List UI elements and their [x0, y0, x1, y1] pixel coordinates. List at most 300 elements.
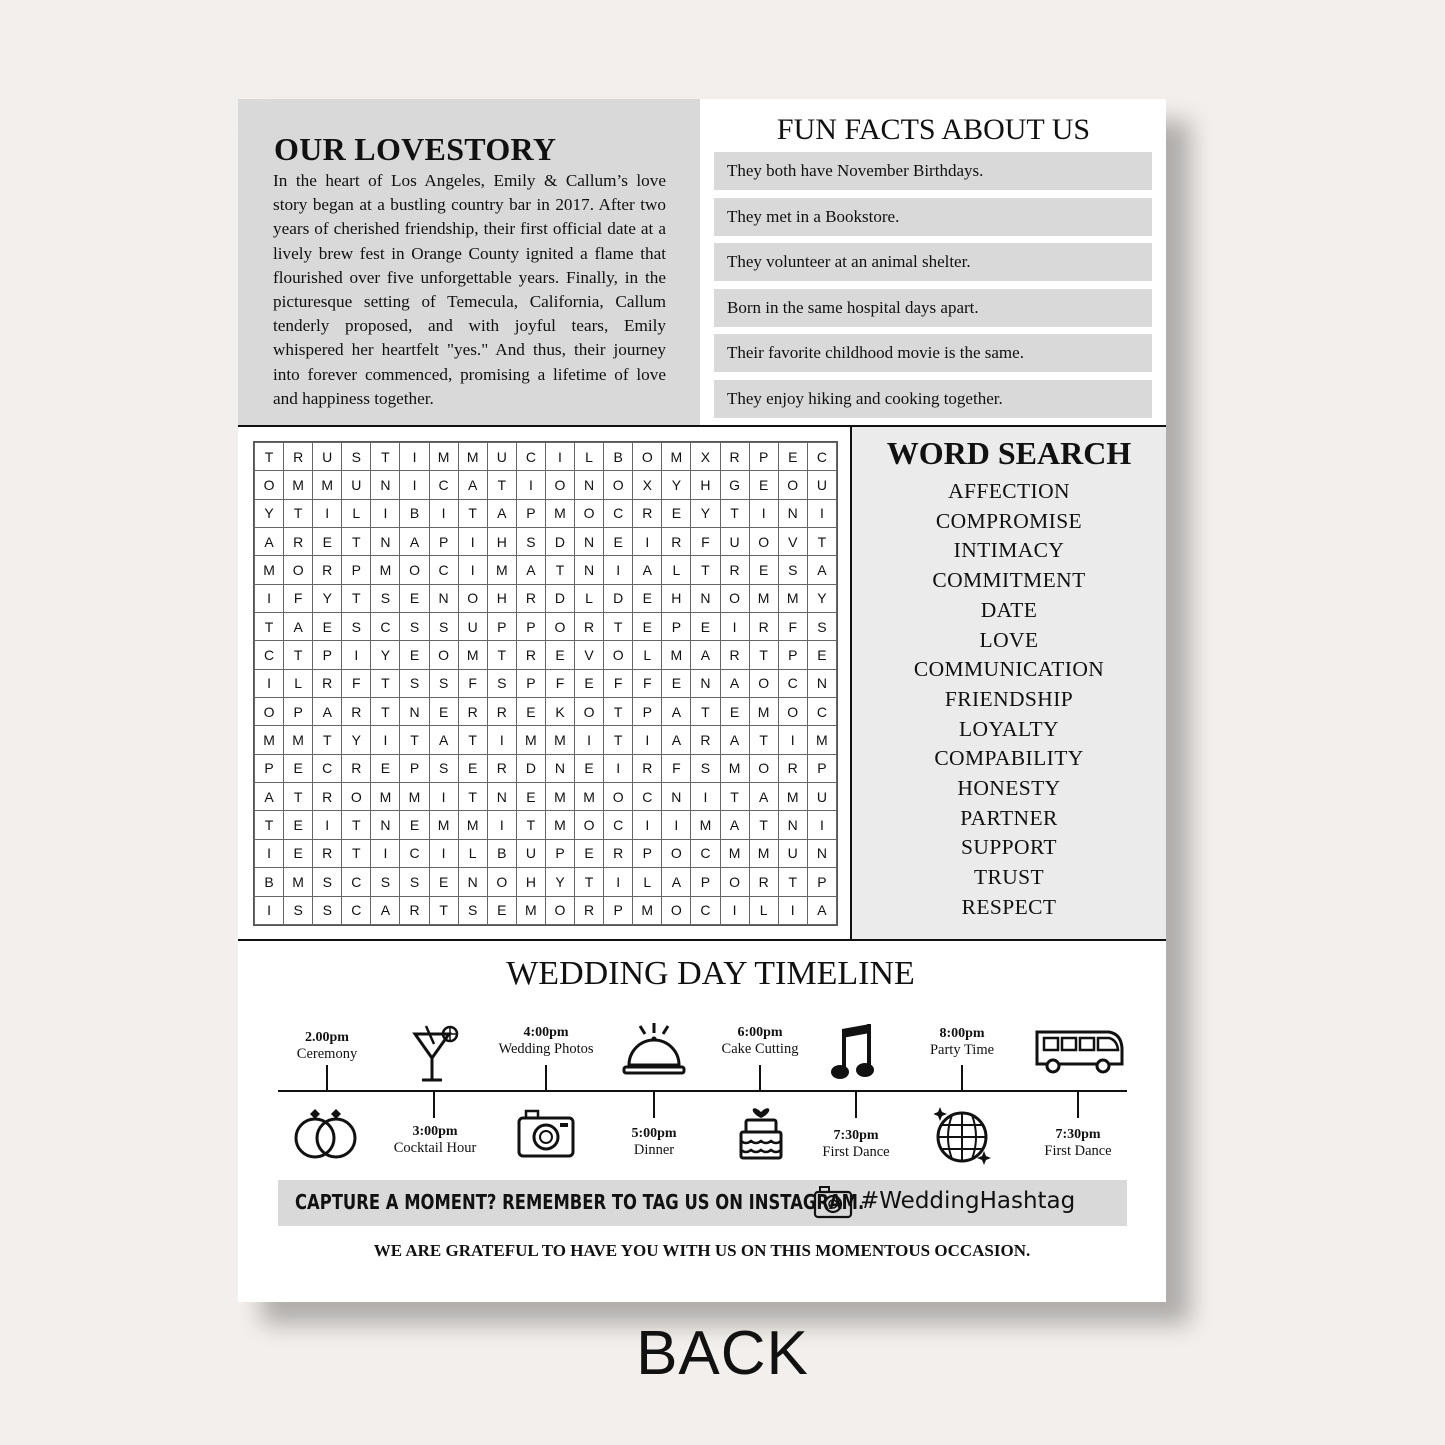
love-story-title: OUR LOVESTORY	[274, 131, 557, 167]
grid-letter: U	[516, 839, 545, 867]
grid-letter: P	[545, 839, 574, 867]
grid-letter: T	[342, 584, 371, 612]
grid-letter: R	[487, 698, 516, 726]
grid-letter: O	[342, 783, 371, 811]
grid-letter: I	[255, 584, 284, 612]
grid-letter: E	[516, 698, 545, 726]
grid-letter: I	[720, 613, 749, 641]
word-list-item: INTIMACY	[953, 538, 1065, 563]
grid-letter: E	[633, 584, 662, 612]
grid-letter: R	[313, 839, 342, 867]
grid-letter: D	[604, 584, 633, 612]
grid-row	[255, 499, 837, 527]
grid-letter: F	[633, 669, 662, 697]
grid-letter: I	[313, 499, 342, 527]
grid-letter: K	[545, 698, 574, 726]
grid-letter: M	[749, 839, 778, 867]
grid-letter: I	[400, 443, 429, 471]
grid-letter: C	[429, 556, 458, 584]
grid-letter: H	[487, 584, 516, 612]
grid-letter: T	[371, 669, 400, 697]
grid-letter: I	[807, 499, 836, 527]
rings-icon	[292, 1106, 362, 1160]
grid-letter: A	[429, 726, 458, 754]
grid-letter: O	[778, 698, 807, 726]
word-search-title: WORD SEARCH	[886, 435, 1132, 471]
grid-letter: R	[720, 641, 749, 669]
grid-letter: X	[633, 471, 662, 499]
grid-letter: I	[371, 499, 400, 527]
grid-letter: E	[749, 471, 778, 499]
grid-letter: S	[313, 868, 342, 896]
grid-letter: I	[255, 669, 284, 697]
event-time: 4:00pm	[523, 1025, 569, 1040]
grid-letter: M	[807, 726, 836, 754]
grid-letter: U	[720, 528, 749, 556]
cake-icon	[738, 1100, 784, 1162]
grid-row	[255, 839, 837, 867]
footer-label: BACK	[636, 1319, 809, 1388]
timeline-tick	[653, 1092, 655, 1118]
grid-letter: T	[545, 556, 574, 584]
grid-letter: S	[429, 613, 458, 641]
timeline-tick	[961, 1065, 963, 1091]
grid-letter: N	[691, 669, 720, 697]
grid-letter: T	[371, 698, 400, 726]
grid-letter: R	[633, 754, 662, 782]
grid-letter: A	[720, 811, 749, 839]
timeline-event-cake	[690, 1025, 830, 1057]
grid-letter: M	[749, 698, 778, 726]
grid-letter: S	[458, 896, 487, 925]
grid-letter: T	[807, 528, 836, 556]
grid-letter: T	[255, 613, 284, 641]
word-list-item: PARTNER	[960, 805, 1058, 830]
word-list-item: AFFECTION	[948, 479, 1070, 503]
event-label: Party Time	[929, 1042, 995, 1058]
grid-letter: T	[749, 641, 778, 669]
grid-letter: A	[400, 528, 429, 556]
word-list-item: DATE	[980, 597, 1038, 622]
event-label: First Dance	[1044, 1143, 1112, 1159]
grid-letter: B	[604, 443, 633, 471]
grid-letter: I	[778, 726, 807, 754]
grid-letter: C	[807, 698, 836, 726]
timeline-event-ceremony	[257, 1030, 397, 1062]
grid-letter: I	[516, 471, 545, 499]
grid-letter: I	[429, 839, 458, 867]
grid-letter: U	[313, 443, 342, 471]
grid-letter: I	[487, 811, 516, 839]
grid-letter: M	[487, 556, 516, 584]
grid-letter: T	[604, 726, 633, 754]
grid-letter: M	[313, 471, 342, 499]
grid-letter: O	[749, 528, 778, 556]
word-search-table	[254, 442, 837, 925]
grid-row	[255, 726, 837, 754]
grid-letter: L	[633, 641, 662, 669]
grid-letter: T	[400, 726, 429, 754]
grid-letter: C	[342, 896, 371, 925]
grid-letter: M	[371, 556, 400, 584]
grid-letter: I	[371, 839, 400, 867]
event-label: Wedding Photos	[498, 1041, 594, 1057]
grid-letter: T	[342, 528, 371, 556]
grid-letter: E	[575, 839, 604, 867]
grid-letter: A	[662, 868, 691, 896]
grid-letter: M	[778, 584, 807, 612]
grid-row	[255, 754, 837, 782]
grid-letter: R	[778, 754, 807, 782]
grid-letter: I	[545, 443, 574, 471]
banner-capture-text: CAPTURE A MOMENT? REMEMBER TO TAG US ON INSTAGRAM.	[295, 1190, 865, 1214]
event-time: 7:30pm	[1055, 1127, 1101, 1142]
grid-letter: I	[633, 726, 662, 754]
grid-letter: V	[778, 528, 807, 556]
grid-letter: L	[284, 669, 313, 697]
grid-letter: R	[342, 698, 371, 726]
grid-letter: T	[604, 698, 633, 726]
grid-letter: M	[720, 754, 749, 782]
timeline-event-photos	[476, 1025, 616, 1057]
grid-letter: C	[691, 896, 720, 925]
grid-letter: O	[720, 868, 749, 896]
grid-letter: I	[313, 811, 342, 839]
grid-letter: M	[778, 783, 807, 811]
grid-letter: A	[284, 613, 313, 641]
grid-letter: O	[633, 443, 662, 471]
grid-letter: E	[662, 669, 691, 697]
grid-letter: C	[807, 443, 836, 471]
grid-letter: I	[429, 499, 458, 527]
event-label: First Dance	[822, 1144, 890, 1160]
grid-letter: A	[633, 556, 662, 584]
grid-letter: R	[313, 783, 342, 811]
grid-letter: M	[545, 499, 574, 527]
grid-letter: T	[749, 811, 778, 839]
word-list-item: HONESTY	[957, 776, 1061, 801]
grid-letter: A	[255, 528, 284, 556]
timeline-tick	[1077, 1092, 1079, 1118]
grid-letter: P	[633, 698, 662, 726]
grid-letter: G	[720, 471, 749, 499]
grid-letter: M	[749, 584, 778, 612]
grid-letter: T	[429, 896, 458, 925]
grid-letter: U	[487, 443, 516, 471]
cocktail-icon	[410, 1024, 460, 1086]
grid-letter: O	[778, 471, 807, 499]
grid-letter: P	[633, 839, 662, 867]
fun-fact-item: They enjoy hiking and cooking together.	[714, 380, 1152, 418]
event-time: 3:00pm	[412, 1124, 458, 1139]
grid-letter: O	[575, 811, 604, 839]
grid-letter: A	[487, 499, 516, 527]
grid-letter: E	[429, 698, 458, 726]
grid-letter: B	[487, 839, 516, 867]
grid-letter: T	[342, 839, 371, 867]
grid-letter: N	[575, 556, 604, 584]
grid-letter: I	[458, 528, 487, 556]
grid-letter: M	[458, 811, 487, 839]
event-label: Cake Cutting	[721, 1041, 799, 1057]
grid-letter: Y	[342, 726, 371, 754]
grid-row	[255, 443, 837, 471]
grid-letter: P	[778, 641, 807, 669]
grid-letter: O	[720, 584, 749, 612]
grid-letter: R	[662, 528, 691, 556]
grid-letter: P	[691, 868, 720, 896]
grid-letter: O	[575, 698, 604, 726]
grid-letter: E	[691, 613, 720, 641]
grid-letter: I	[778, 896, 807, 925]
grid-letter: P	[662, 613, 691, 641]
grid-letter: R	[749, 613, 778, 641]
grid-letter: P	[516, 499, 545, 527]
grid-letter: U	[342, 471, 371, 499]
grid-letter: C	[778, 669, 807, 697]
timeline-event-cocktail	[365, 1124, 505, 1156]
grid-row	[255, 698, 837, 726]
grid-letter: P	[749, 443, 778, 471]
grid-letter: U	[778, 839, 807, 867]
grid-letter: I	[575, 726, 604, 754]
grid-letter: M	[284, 868, 313, 896]
grid-letter: I	[458, 556, 487, 584]
word-search-list-section	[852, 427, 1166, 939]
grid-letter: Y	[545, 868, 574, 896]
fun-facts-title: FUN FACTS ABOUT US	[776, 113, 1091, 146]
grid-letter: O	[604, 471, 633, 499]
grid-letter: C	[516, 443, 545, 471]
grid-letter: O	[458, 584, 487, 612]
grid-row	[255, 783, 837, 811]
grid-letter: I	[371, 726, 400, 754]
grid-letter: A	[720, 726, 749, 754]
love-story-body: In the heart of Los Angeles, Emily & Callum’s love story began at a bustling country bar in 2017. After two years of cherished friendship, their first official date at a lively brew fest in Orange County ignited a flame that flourished over five unforgettable years. Finally, in the picturesque setting of Temecula, California, Callum tenderly proposed, and with joyful tears, Emily whispered her heartfelt "yes." And thus, their journey into forever commenced, promising a lifetime of love and happiness together.	[273, 171, 666, 408]
grid-letter: Y	[662, 471, 691, 499]
grid-letter: D	[516, 754, 545, 782]
grid-letter: E	[284, 754, 313, 782]
event-label: Dinner	[633, 1142, 675, 1158]
grid-letter: L	[342, 499, 371, 527]
grid-row	[255, 528, 837, 556]
grid-letter: N	[575, 528, 604, 556]
word-list-item: RESPECT	[961, 894, 1057, 919]
grid-letter: E	[313, 528, 342, 556]
grid-letter: T	[604, 613, 633, 641]
grid-letter: P	[807, 868, 836, 896]
grid-letter: M	[429, 811, 458, 839]
grid-letter: I	[429, 783, 458, 811]
grid-letter: E	[284, 839, 313, 867]
grid-letter: E	[575, 669, 604, 697]
grid-letter: S	[371, 584, 400, 612]
word-list-item: COMMUNICATION	[913, 657, 1105, 682]
grid-letter: M	[429, 443, 458, 471]
grid-letter: I	[487, 726, 516, 754]
fun-fact-item: Born in the same hospital days apart.	[714, 289, 1152, 327]
grid-letter: Y	[313, 584, 342, 612]
grid-letter: T	[342, 811, 371, 839]
grid-letter: S	[516, 528, 545, 556]
grid-letter: I	[749, 499, 778, 527]
event-label: Ceremony	[296, 1046, 358, 1062]
grid-letter: F	[545, 669, 574, 697]
grid-letter: U	[807, 783, 836, 811]
grid-letter: C	[604, 499, 633, 527]
grid-letter: O	[749, 754, 778, 782]
word-list-item: LOYALTY	[959, 716, 1059, 741]
grid-letter: N	[662, 783, 691, 811]
grid-letter: T	[516, 811, 545, 839]
grid-row	[255, 669, 837, 697]
grid-letter: P	[255, 754, 284, 782]
grid-letter: A	[662, 726, 691, 754]
grid-letter: O	[545, 896, 574, 925]
grid-letter: T	[313, 726, 342, 754]
grid-row	[255, 641, 837, 669]
grid-letter: F	[458, 669, 487, 697]
timeline-event-first-dance-2	[1008, 1127, 1148, 1159]
grid-letter: P	[487, 613, 516, 641]
grid-letter: M	[720, 839, 749, 867]
grid-letter: S	[400, 868, 429, 896]
grid-letter: E	[633, 613, 662, 641]
grid-letter: R	[313, 556, 342, 584]
grid-letter: U	[807, 471, 836, 499]
grid-letter: N	[575, 471, 604, 499]
program-sheet	[238, 99, 1166, 1302]
timeline-event-first-dance	[786, 1128, 926, 1160]
grid-letter: V	[575, 641, 604, 669]
grid-letter: T	[371, 443, 400, 471]
grid-letter: T	[458, 499, 487, 527]
grid-letter: R	[575, 896, 604, 925]
grid-letter: N	[371, 528, 400, 556]
grid-letter: M	[662, 443, 691, 471]
grid-letter: R	[575, 613, 604, 641]
grid-letter: N	[778, 811, 807, 839]
timeline-tick	[545, 1065, 547, 1091]
grid-letter: R	[720, 556, 749, 584]
grid-letter: E	[778, 443, 807, 471]
grid-letter: F	[342, 669, 371, 697]
grid-letter: U	[458, 613, 487, 641]
grid-letter: S	[313, 896, 342, 925]
grid-letter: M	[516, 896, 545, 925]
grid-letter: O	[255, 471, 284, 499]
fun-fact-item: They both have November Birthdays.	[714, 152, 1152, 190]
word-list-item: FRIENDSHIP	[944, 686, 1074, 711]
grid-letter: A	[662, 698, 691, 726]
grid-letter: F	[691, 528, 720, 556]
grid-letter: A	[691, 641, 720, 669]
grid-letter: P	[516, 669, 545, 697]
grid-letter: C	[604, 811, 633, 839]
grid-letter: P	[313, 641, 342, 669]
grid-letter: C	[400, 839, 429, 867]
grid-letter: O	[400, 556, 429, 584]
grid-letter: R	[284, 443, 313, 471]
grid-letter: Y	[371, 641, 400, 669]
grid-letter: I	[604, 556, 633, 584]
grid-letter: L	[633, 868, 662, 896]
grid-letter: T	[575, 868, 604, 896]
grid-row	[255, 868, 837, 896]
word-list-item: SUPPORT	[961, 835, 1057, 860]
music-note-icon	[830, 1021, 876, 1083]
grid-letter: E	[458, 754, 487, 782]
grid-letter: E	[400, 584, 429, 612]
grid-letter: S	[342, 613, 371, 641]
grid-row	[255, 584, 837, 612]
grid-letter: A	[807, 556, 836, 584]
grid-letter: R	[458, 698, 487, 726]
grid-letter: C	[255, 641, 284, 669]
grid-letter: I	[342, 641, 371, 669]
grid-letter: A	[313, 698, 342, 726]
grid-letter: R	[284, 528, 313, 556]
word-list-item: LOVE	[979, 627, 1039, 652]
grid-letter: E	[400, 641, 429, 669]
grid-letter: Y	[807, 584, 836, 612]
grid-letter: M	[662, 641, 691, 669]
grid-letter: O	[284, 556, 313, 584]
grid-letter: O	[604, 783, 633, 811]
grid-letter: T	[778, 868, 807, 896]
word-list-item: COMPABILITY	[934, 746, 1084, 771]
grid-letter: O	[604, 641, 633, 669]
grid-letter: P	[604, 896, 633, 925]
grid-letter: Y	[691, 499, 720, 527]
grid-letter: R	[400, 896, 429, 925]
grid-letter: B	[255, 868, 284, 896]
grid-letter: S	[342, 443, 371, 471]
word-list-item: COMMITMENT	[932, 568, 1086, 593]
grid-letter: M	[545, 726, 574, 754]
grid-letter: M	[575, 783, 604, 811]
grid-letter: M	[284, 471, 313, 499]
grid-letter: D	[545, 528, 574, 556]
word-list-item: COMPROMISE	[935, 508, 1083, 533]
grid-letter: M	[400, 783, 429, 811]
timeline-event-party	[892, 1026, 1032, 1058]
event-time: 6:00pm	[737, 1025, 783, 1040]
grid-letter: R	[604, 839, 633, 867]
word-list-item: TRUST	[973, 865, 1045, 890]
grid-letter: I	[720, 896, 749, 925]
grid-letter: P	[807, 754, 836, 782]
fun-fact-item: They met in a Bookstore.	[714, 198, 1152, 236]
grid-letter: R	[516, 641, 545, 669]
grid-letter: B	[400, 499, 429, 527]
grid-letter: E	[313, 613, 342, 641]
grid-letter: N	[691, 584, 720, 612]
grid-letter: N	[545, 754, 574, 782]
grid-row	[255, 811, 837, 839]
grid-letter: E	[807, 641, 836, 669]
grid-letter: A	[720, 669, 749, 697]
grid-letter: E	[604, 528, 633, 556]
grid-letter: S	[691, 754, 720, 782]
grid-letter: S	[429, 754, 458, 782]
grid-row	[255, 471, 837, 499]
grid-row	[255, 613, 837, 641]
thanks-message: WE ARE GRATEFUL TO HAVE YOU WITH US ON THIS MOMENTOUS OCCASION.	[373, 1241, 1031, 1260]
grid-letter: A	[458, 471, 487, 499]
grid-letter: M	[255, 556, 284, 584]
grid-letter: T	[487, 471, 516, 499]
